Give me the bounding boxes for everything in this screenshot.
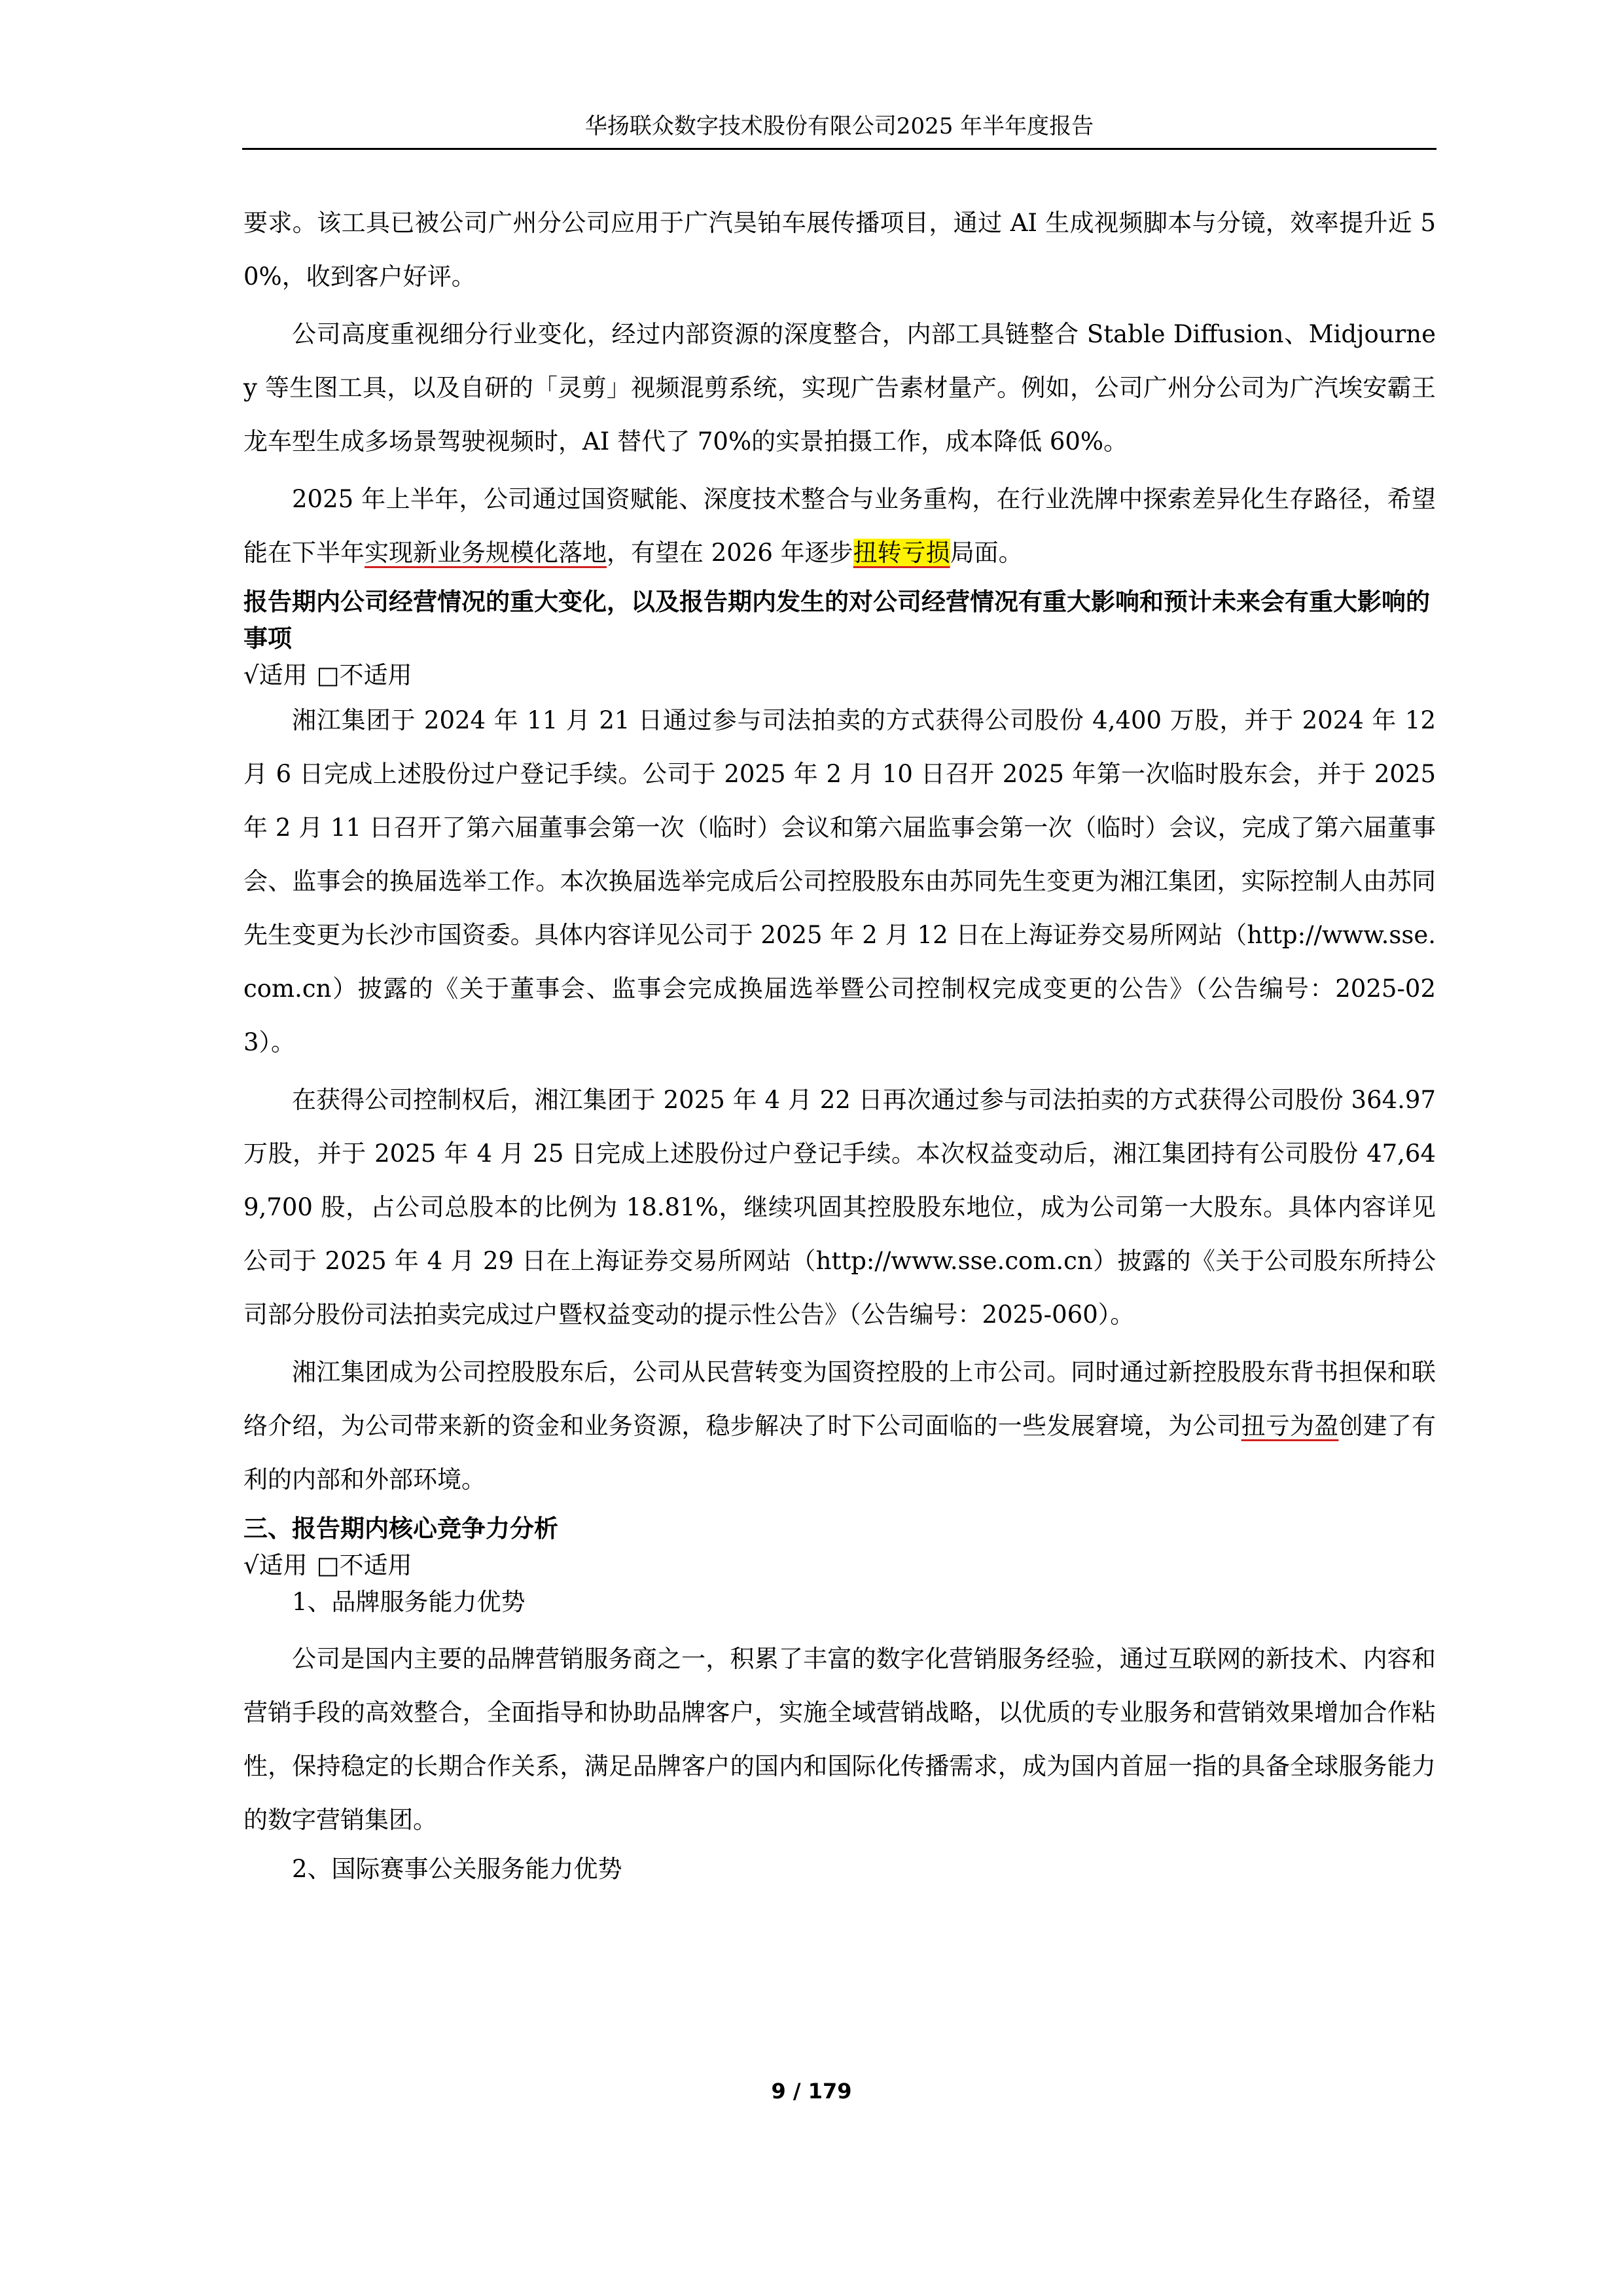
applicable-checkbox: √适用 [243,1551,308,1579]
applicability-core [243,1547,1436,1584]
applicability-major-change [243,657,1436,694]
section-heading-core-competitiveness: 三、报告期内核心竞争力分析 [243,1515,558,1543]
underlined-turn-profit: 扭亏为盈 [1241,1412,1339,1440]
not-applicable-checkbox: □不适用 [316,1551,412,1579]
page-number: 9 / 179 [771,2079,852,2104]
outlook-text-c: 局面。 [950,539,1023,567]
state-owned-text-a: 湘江集团成为公司控股股东后，公司从民营转变为国资控股的上市公司。同时通过新控股股东背书担保和联络介绍，为公司带来新的资金和业务资源，稳步解决了时下公司面临的一些发展窘境，为公司 [243,1358,1436,1440]
not-applicable-checkbox: □不适用 [316,661,412,689]
paragraph-state-owned [243,1346,1436,1507]
paragraph-ai-tool: 要求。该工具已被公司广州分公司应用于广汽昊铂车展传播项目，通过 AI 生成视频脚本与分镜，效率提升近 50%，收到客户好评。 [243,209,1436,291]
applicable-checkbox: √适用 [243,661,308,689]
paragraph-share-increase: 在获得公司控制权后，湘江集团于 2025 年 4 月 22 日再次通过参与司法拍卖的方式获得公司股份 364.97 万股，并于 2025 年 4 月 25 日完成上述股份过户登记手续。本次权益变动后，湘江集团持有公司股份 47,649,700 股，占公司总股本的比例为 18.81%，继续巩固其控股股东地位，成为公司第一大股东。具体内容详见公司于 2025 年 4 月 29 日在上海证券交易所网站（http://www.sse.com.cn）披露的《关于公司股东所持公司部分股份司法拍卖完成过户暨权益变动的提示性公告》（公告编号：2025-060）。 [243,1086,1436,1329]
underlined-new-business: 实现新业务规模化落地 [365,539,607,567]
report-body [243,196,1436,1888]
header-divider [242,148,1436,150]
highlighted-turnaround: 扭转亏损 [853,539,950,567]
state-owned-text-b: 创建了有利的内部和外部环境。 [243,1412,1436,1494]
subheading-brand-service: 1、品牌服务能力优势 [292,1588,526,1616]
subheading-international-events: 2、国际赛事公关服务能力优势 [292,1855,622,1883]
outlook-text-b: ，有望在 2026 年逐步 [607,539,853,567]
page-header: 华扬联众数字技术股份有限公司2025 年半年度报告 [584,113,1094,139]
section-heading-major-change: 报告期内公司经营情况的重大变化，以及报告期内发生的对公司经营情况有重大影响和预计未来会有重大影响的事项 [243,588,1430,653]
outlook-text-a: 2025 年上半年，公司通过国资赋能、深度技术整合与业务重构，在行业洗牌中探索差异化生存路径，希望能在下半年 [243,485,1436,567]
paragraph-control-change: 湘江集团于 2024 年 11 月 21 日通过参与司法拍卖的方式获得公司股份 4,400 万股，并于 2024 年 12 月 6 日完成上述股份过户登记手续。公司于 2025 年 2 月 10 日召开 2025 年第一次临时股东会，并于 2025 年 2 月 11 日召开了第六届董事会第一次（临时）会议和第六届监事会第一次（临时）会议，完成了第六届董事会、监事会的换届选举工作。本次换届选举完成后公司控股股东由苏同先生变更为湘江集团，实际控制人由苏同先生变更为长沙市国资委。具体内容详见公司于 2025 年 2 月 12 日在上海证券交易所网站（http://www.sse.com.cn）披露的《关于董事会、监事会完成换届选举暨公司控制权完成变更的公告》（公告编号：2025-023）。 [243,706,1436,1056]
paragraph-brand-service: 公司是国内主要的品牌营销服务商之一，积累了丰富的数字化营销服务经验，通过互联网的新技术、内容和营销手段的高效整合，全面指导和协助品牌客户，实施全域营销战略，以优质的专业服务和营销效果增加合作粘性，保持稳定的长期合作关系，满足品牌客户的国内和国际化传播需求，成为国内首屈一指的具备全球服务能力的数字营销集团。 [243,1645,1436,1834]
paragraph-toolchain: 公司高度重视细分行业变化，经过内部资源的深度整合，内部工具链整合 Stable Diffusion、Midjourney 等生图工具，以及自研的「灵剪」视频混剪系统，实现广告素材量产。例如，公司广州分公司为广汽埃安霸王龙车型生成多场景驾驶视频时，AI 替代了 70%的实景拍摄工作，成本降低 60%。 [243,320,1436,456]
paragraph-outlook [243,473,1436,580]
